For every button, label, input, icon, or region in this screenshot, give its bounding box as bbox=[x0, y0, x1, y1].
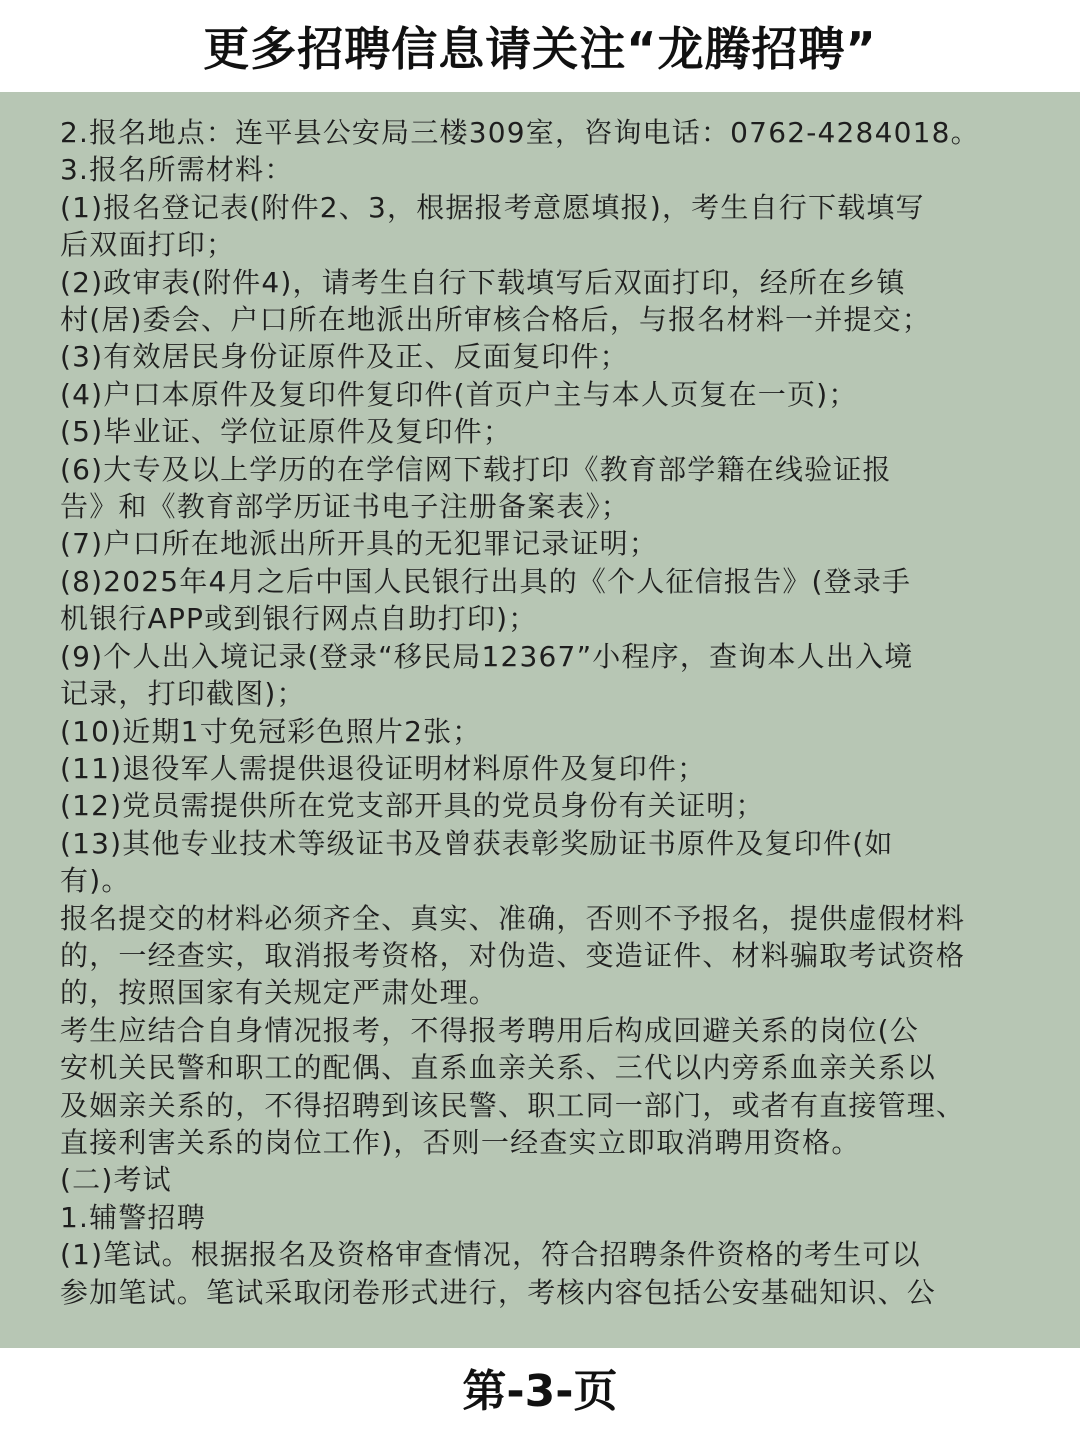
content-line: 参加笔试。笔试采取闭卷形式进行，考核内容包括公安基础知识、公 bbox=[60, 1275, 937, 1309]
content-line: 记录，打印截图)； bbox=[60, 677, 306, 711]
content-line: 安机关民警和职工的配偶、直系血亲关系、三代以内旁系血亲关系以 bbox=[60, 1051, 937, 1085]
header-title: 更多招聘信息请关注“龙腾招聘” bbox=[203, 22, 877, 76]
content-line: 有)。 bbox=[60, 864, 131, 898]
content-line: (9)个人出入境记录(登录“移民局12367”小程序，查询本人出入境 bbox=[60, 639, 914, 673]
page-header bbox=[0, 0, 1080, 92]
content-line: (3)有效居民身份证原件及正、反面复印件； bbox=[60, 340, 629, 374]
content-line: (5)毕业证、学位证原件及复印件； bbox=[60, 415, 513, 449]
content-line: 告》和《教育部学历证书电子注册备案表》； bbox=[60, 490, 631, 524]
content-line: (1)笔试。根据报名及资格审查情况，符合招聘条件资格的考生可以 bbox=[60, 1238, 921, 1272]
content-line: (12)党员需提供所在党支部开具的党员身份有关证明； bbox=[60, 789, 765, 823]
content-line: (13)其他专业技术等级证书及曾获表彰奖励证书原件及复印件(如 bbox=[60, 826, 894, 860]
content-line: 机银行APP或到银行网点自助打印)； bbox=[60, 602, 538, 636]
content-line: 2.报名地点：连平县公安局三楼309室，咨询电话：0762-4284018。 bbox=[60, 116, 980, 149]
content-line: 直接利害关系的岗位工作)，否则一经查实立即取消聘用资格。 bbox=[60, 1125, 861, 1159]
content-line: 村(居)委会、户口所在地派出所审核合格后，与报名材料一并提交； bbox=[60, 303, 932, 337]
content-line: 报名提交的材料必须齐全、真实、准确，否则不予报名，提供虚假材料 bbox=[60, 901, 966, 935]
content-line: 的，一经查实，取消报考资格，对伪造、变造证件、材料骗取考试资格 bbox=[60, 938, 966, 972]
content-line: 3.报名所需材料： bbox=[60, 153, 294, 187]
content-line: 的，按照国家有关规定严肃处理。 bbox=[60, 976, 499, 1010]
content-line: 1.辅警招聘 bbox=[60, 1200, 206, 1234]
content-line: (4)户口本原件及复印件复印件(首页户主与本人页复在一页)； bbox=[60, 377, 858, 411]
content-line: 及姻亲关系的，不得招聘到该民警、职工同一部门，或者有直接管理、 bbox=[60, 1088, 966, 1122]
content-line: (6)大专及以上学历的在学信网下载打印《教育部学籍在线验证报 bbox=[60, 452, 892, 486]
content-line: (8)2025年4月之后中国人民银行出具的《个人征信报告》(登录手 bbox=[60, 564, 912, 598]
content-line: (7)户口所在地派出所开具的无犯罪记录证明； bbox=[60, 527, 659, 561]
content-line: (二)考试 bbox=[60, 1163, 172, 1197]
content-line: (2)政审表(附件4)，请考生自行下载填写后双面打印，经所在乡镇 bbox=[60, 265, 906, 299]
page-footer bbox=[0, 1348, 1080, 1441]
content-line: (1)报名登记表(附件2、3，根据报考意愿填报)，考生自行下载填写 bbox=[60, 190, 925, 224]
page-number-label: 第-3-页 bbox=[462, 1365, 618, 1417]
content-line: 后双面打印； bbox=[60, 228, 236, 262]
content-line: (10)近期1寸免冠彩色照片2张； bbox=[60, 714, 482, 748]
content-line: (11)退役军人需提供退役证明材料原件及复印件； bbox=[60, 751, 707, 785]
content-panel bbox=[0, 92, 1080, 1348]
content-line: 考生应结合自身情况报考，不得报考聘用后构成回避关系的岗位(公 bbox=[60, 1013, 919, 1047]
